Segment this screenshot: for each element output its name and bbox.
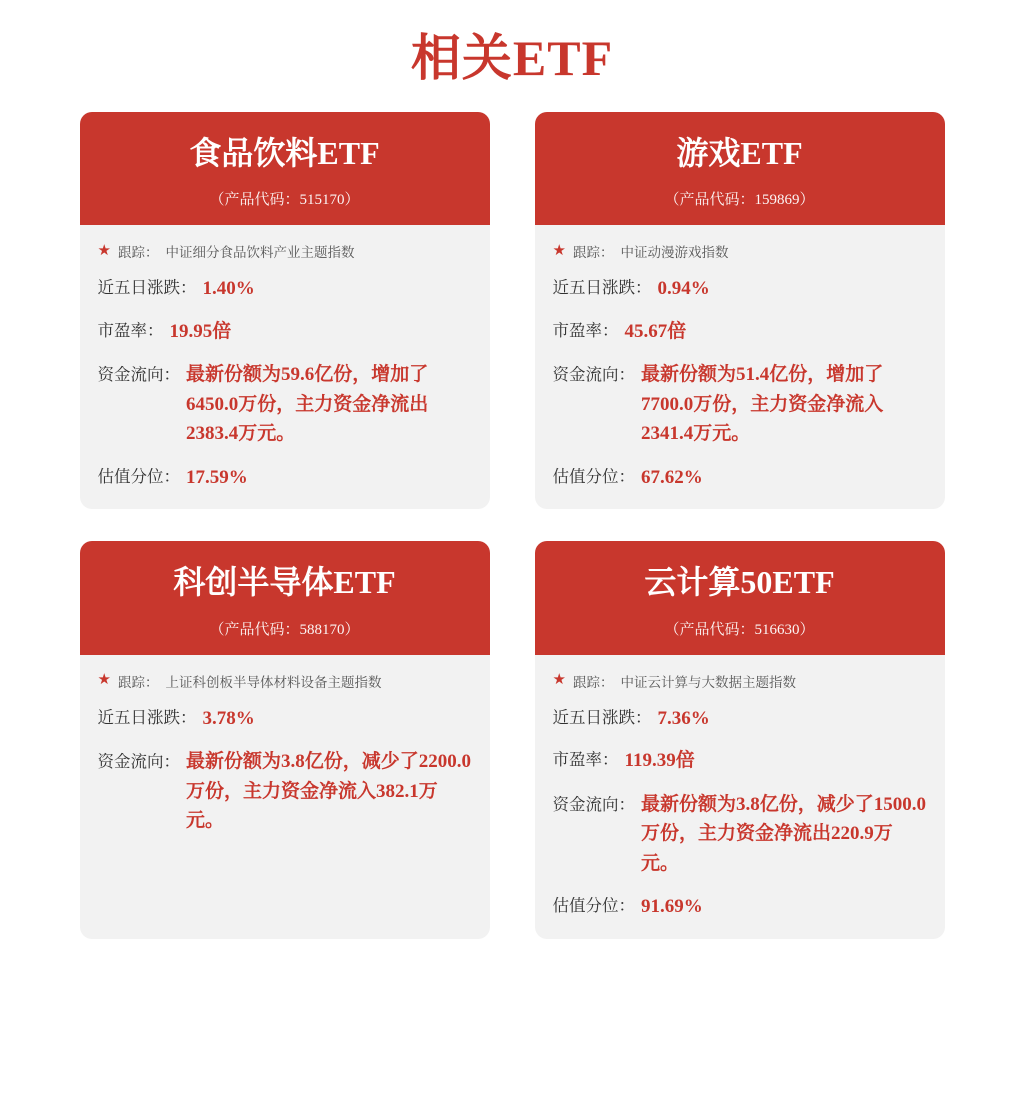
valuation-label: 估值分位： [97,466,180,486]
metric-pe [98,318,472,346]
track-label: 跟踪： [117,245,159,261]
valuation-value: 91.69% [641,896,703,918]
etf-card-body [535,655,945,939]
track-index: 中证云计算与大数据主题指数 [620,674,796,690]
etf-card[interactable] [80,541,490,938]
track-row [553,671,927,691]
code-prefix: （产品代码： [664,192,755,209]
five-day-value: 0.94% [657,278,710,300]
flow-value: 最新份额为3.8亿份，减少了1500.0万份，主力资金净流出220.9万元。 [641,793,927,874]
etf-name: 科创半导体ETF [173,564,396,601]
star-icon: ★ [552,672,566,689]
flow-value: 最新份额为59.6亿份，增加了6450.0万份，主力资金净流出2383.4万元。 [186,364,429,445]
etf-code [545,188,935,209]
track-index: 上证科创板半导体材料设备主题指数 [165,674,382,690]
valuation-value: 67.62% [641,466,703,488]
star-icon: ★ [97,242,111,259]
track-row [98,241,472,261]
metric-flow [98,747,472,835]
etf-card-header [80,112,490,225]
metric-flow [553,790,927,878]
etf-card-body [535,225,945,509]
track-label: 跟踪： [572,674,614,690]
code-suffix: ） [344,192,360,209]
code-suffix: ） [799,192,815,209]
code-suffix: ） [799,621,815,638]
metric-five-day [98,705,472,733]
metric-valuation [553,464,927,492]
pe-value: 19.95倍 [169,320,232,342]
code-value: 516630 [754,621,800,638]
metric-pe [553,318,927,346]
code-suffix: ） [344,621,360,638]
etf-card[interactable] [80,112,490,509]
etf-code [90,188,480,209]
pe-value: 45.67倍 [624,320,687,342]
flow-label: 资金流向： [552,794,635,814]
etf-card-grid [0,112,1024,939]
code-prefix: （产品代码： [209,192,300,209]
track-label: 跟踪： [572,245,614,261]
code-prefix: （产品代码： [664,621,755,638]
valuation-value: 17.59% [186,466,248,488]
track-row [98,671,472,691]
metric-pe [553,747,927,775]
track-index: 中证细分食品饮料产业主题指数 [165,245,355,261]
track-index: 中证动漫游戏指数 [620,245,729,261]
pe-value: 119.39倍 [624,750,695,772]
five-day-value: 7.36% [657,707,710,729]
pe-label: 市盈率： [552,750,619,770]
five-day-label: 近五日涨跌： [97,278,197,298]
etf-name: 游戏ETF [676,135,803,171]
etf-code [90,618,480,639]
valuation-label: 估值分位： [552,466,635,486]
five-day-value: 1.40% [202,278,255,300]
flow-value: 最新份额为3.8亿份，减少了2200.0万份，主力资金净流入382.1万元。 [186,751,472,832]
etf-card-body [80,655,490,939]
pe-label: 市盈率： [552,320,619,340]
flow-label: 资金流向： [97,365,180,385]
code-value: 159869 [754,192,800,209]
flow-label: 资金流向： [552,365,635,385]
metric-five-day [98,275,472,303]
etf-card-header [535,112,945,225]
etf-card[interactable] [535,541,945,938]
star-icon: ★ [97,672,111,689]
etf-card-body [80,225,490,509]
etf-card-header [535,541,945,654]
track-label: 跟踪： [117,674,159,690]
page-title: 相关ETF [410,30,614,86]
track-row [553,241,927,261]
metric-valuation [553,893,927,921]
flow-label: 资金流向： [97,752,180,772]
flow-value: 最新份额为51.4亿份，增加了7700.0万份，主力资金净流入2341.4万元。 [641,364,884,445]
metric-five-day [553,275,927,303]
valuation-label: 估值分位： [552,896,635,916]
etf-card[interactable] [535,112,945,509]
five-day-label: 近五日涨跌： [97,707,197,727]
five-day-label: 近五日涨跌： [552,707,652,727]
pe-label: 市盈率： [97,320,164,340]
star-icon: ★ [552,242,566,259]
code-value: 588170 [299,621,345,638]
etf-name: 食品饮料ETF [189,135,380,171]
etf-code [545,618,935,639]
metric-valuation [98,464,472,492]
metric-flow [553,360,927,448]
metric-flow [98,360,472,448]
five-day-label: 近五日涨跌： [552,278,652,298]
five-day-value: 3.78% [202,707,255,729]
etf-card-header [80,541,490,654]
code-value: 515170 [299,192,345,209]
metric-five-day [553,705,927,733]
etf-name: 云计算50ETF [644,564,835,601]
code-prefix: （产品代码： [209,621,300,638]
